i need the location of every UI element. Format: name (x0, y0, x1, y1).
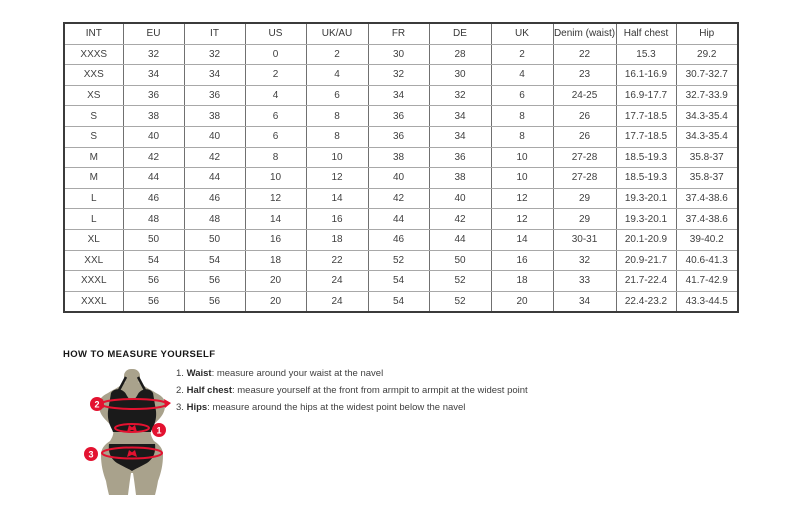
table-cell: 10 (306, 147, 368, 168)
table-cell: 16 (491, 250, 553, 271)
header-row (64, 23, 738, 44)
table-cell: 32 (123, 44, 184, 65)
table-cell: 10 (245, 168, 306, 189)
table-cell: 29 (553, 188, 616, 209)
table-cell: XS (64, 85, 123, 106)
table-cell: 14 (306, 188, 368, 209)
table-cell: 42 (429, 209, 491, 230)
table-cell: 18 (306, 229, 368, 250)
step-text: : measure yourself at the front from armpit to armpit at the widest point (231, 385, 528, 396)
table-cell: 40 (429, 188, 491, 209)
table-cell: 8 (306, 126, 368, 147)
table-cell: 36 (429, 147, 491, 168)
table-cell: 4 (306, 65, 368, 86)
table-cell: 14 (491, 229, 553, 250)
table-cell: 30-31 (553, 229, 616, 250)
table-cell: 34 (123, 65, 184, 86)
table-cell: 52 (429, 291, 491, 312)
table-cell: 38 (429, 168, 491, 189)
measure-step-waist (176, 369, 528, 379)
measure-section-heading: HOW TO MEASURE YOURSELF (63, 349, 216, 360)
measure-step-hips (176, 403, 528, 413)
table-cell: 21.7-22.4 (616, 271, 676, 292)
table-cell: 54 (123, 250, 184, 271)
table-cell: 29 (553, 209, 616, 230)
hips-marker-label: 3 (88, 449, 94, 460)
table-cell: L (64, 209, 123, 230)
table-row (64, 209, 738, 230)
table-cell: 35.8-37 (676, 147, 738, 168)
table-cell: XXXS (64, 44, 123, 65)
table-cell: 22 (553, 44, 616, 65)
measure-steps-list (176, 369, 528, 420)
table-cell: 50 (429, 250, 491, 271)
table-cell: XXL (64, 250, 123, 271)
column-header: Hip (676, 23, 738, 44)
table-cell: 42 (184, 147, 245, 168)
table-cell: 6 (306, 85, 368, 106)
table-cell: M (64, 147, 123, 168)
table-cell: 30.7-32.7 (676, 65, 738, 86)
table-cell: 6 (491, 85, 553, 106)
table-cell: 56 (184, 291, 245, 312)
table-cell: 38 (123, 106, 184, 127)
table-cell: 22.4-23.2 (616, 291, 676, 312)
table-cell: 33 (553, 271, 616, 292)
table-cell: 16.9-17.7 (616, 85, 676, 106)
table-cell: 0 (245, 44, 306, 65)
table-cell: 2 (306, 44, 368, 65)
table-cell: 40 (123, 126, 184, 147)
step-text: : measure around the hips at the widest point below the navel (207, 402, 466, 413)
table-cell: 32 (368, 65, 429, 86)
table-cell: 18.5-19.3 (616, 168, 676, 189)
table-cell: 10 (491, 168, 553, 189)
table-cell: 12 (491, 209, 553, 230)
table-cell: 34 (553, 291, 616, 312)
table-cell: S (64, 126, 123, 147)
table-cell: 12 (245, 188, 306, 209)
table-cell: 15.3 (616, 44, 676, 65)
table-cell: 30 (368, 44, 429, 65)
table-cell: 26 (553, 106, 616, 127)
table-cell: 46 (184, 188, 245, 209)
table-row (64, 65, 738, 86)
table-cell: 18 (245, 250, 306, 271)
step-number: 2. (176, 385, 184, 396)
table-cell: 35.8-37 (676, 168, 738, 189)
table-row (64, 291, 738, 312)
table-row (64, 250, 738, 271)
table-cell: 32 (184, 44, 245, 65)
table-cell: 26 (553, 126, 616, 147)
table-cell: 42 (368, 188, 429, 209)
table-cell: 46 (123, 188, 184, 209)
column-header: FR (368, 23, 429, 44)
table-cell: XXS (64, 65, 123, 86)
table-cell: 56 (123, 271, 184, 292)
table-cell: 16 (306, 209, 368, 230)
table-cell: S (64, 106, 123, 127)
table-cell: 2 (491, 44, 553, 65)
column-header: EU (123, 23, 184, 44)
table-cell: L (64, 188, 123, 209)
table-cell: 44 (368, 209, 429, 230)
table-cell: 38 (184, 106, 245, 127)
table-cell: 50 (123, 229, 184, 250)
table-cell: 27-28 (553, 147, 616, 168)
table-row (64, 106, 738, 127)
table-cell: 22 (306, 250, 368, 271)
table-row (64, 168, 738, 189)
column-header: US (245, 23, 306, 44)
table-cell: 12 (491, 188, 553, 209)
table-cell: 19.3-20.1 (616, 209, 676, 230)
step-label: Waist (186, 368, 212, 379)
table-cell: 40 (184, 126, 245, 147)
column-header: IT (184, 23, 245, 44)
table-cell: 8 (245, 147, 306, 168)
table-cell: 32 (429, 85, 491, 106)
table-cell: 20 (245, 291, 306, 312)
column-header: Half chest (616, 23, 676, 44)
column-header: DE (429, 23, 491, 44)
size-chart-table (63, 22, 739, 313)
table-cell: 12 (306, 168, 368, 189)
table-cell: 4 (491, 65, 553, 86)
table-cell: 36 (368, 126, 429, 147)
table-cell: 20 (491, 291, 553, 312)
table-row (64, 229, 738, 250)
table-cell: 48 (184, 209, 245, 230)
table-cell: 34.3-35.4 (676, 126, 738, 147)
table-cell: 16 (245, 229, 306, 250)
table-cell: 37.4-38.6 (676, 209, 738, 230)
table-cell: 42 (123, 147, 184, 168)
table-cell: 40.6-41.3 (676, 250, 738, 271)
table-cell: M (64, 168, 123, 189)
table-cell: 32.7-33.9 (676, 85, 738, 106)
table-cell: XXXL (64, 271, 123, 292)
table-row (64, 188, 738, 209)
table-cell: XXXL (64, 291, 123, 312)
table-cell: 37.4-38.6 (676, 188, 738, 209)
table-row (64, 147, 738, 168)
table-cell: 24 (306, 271, 368, 292)
table-row (64, 44, 738, 65)
step-label: Half chest (186, 385, 232, 396)
table-cell: 36 (184, 85, 245, 106)
table-cell: 54 (368, 291, 429, 312)
table-cell: 8 (491, 126, 553, 147)
half-chest-marker-label: 2 (94, 399, 100, 410)
table-cell: 30 (429, 65, 491, 86)
table-cell: 20 (245, 271, 306, 292)
table-cell: 34 (429, 106, 491, 127)
column-header: UK (491, 23, 553, 44)
table-row (64, 126, 738, 147)
measure-step-half-chest (176, 386, 528, 396)
column-header: Denim (waist) (553, 23, 616, 44)
table-cell: 50 (184, 229, 245, 250)
table-cell: 4 (245, 85, 306, 106)
step-number: 3. (176, 402, 184, 413)
table-cell: 34 (368, 85, 429, 106)
table-cell: 19.3-20.1 (616, 188, 676, 209)
table-cell: 14 (245, 209, 306, 230)
column-header: INT (64, 23, 123, 44)
table-row (64, 271, 738, 292)
table-cell: 40 (368, 168, 429, 189)
table-cell: 28 (429, 44, 491, 65)
table-cell: 10 (491, 147, 553, 168)
table-cell: 36 (368, 106, 429, 127)
table-cell: 46 (368, 229, 429, 250)
table-cell: 56 (184, 271, 245, 292)
table-cell: 44 (123, 168, 184, 189)
table-cell: 36 (123, 85, 184, 106)
table-cell: XL (64, 229, 123, 250)
table-cell: 34 (429, 126, 491, 147)
table-cell: 56 (123, 291, 184, 312)
table-cell: 24-25 (553, 85, 616, 106)
table-cell: 48 (123, 209, 184, 230)
table-cell: 44 (184, 168, 245, 189)
table-cell: 16.1-16.9 (616, 65, 676, 86)
table-cell: 34 (184, 65, 245, 86)
table-cell: 6 (245, 126, 306, 147)
table-cell: 8 (306, 106, 368, 127)
table-cell: 43.3-44.5 (676, 291, 738, 312)
waist-marker-label: 1 (156, 425, 162, 436)
table-cell: 52 (368, 250, 429, 271)
table-cell: 6 (245, 106, 306, 127)
table-cell: 18 (491, 271, 553, 292)
table-cell: 38 (368, 147, 429, 168)
step-label: Hips (186, 402, 208, 413)
table-cell: 44 (429, 229, 491, 250)
table-cell: 34.3-35.4 (676, 106, 738, 127)
table-cell: 27-28 (553, 168, 616, 189)
table-cell: 8 (491, 106, 553, 127)
table-cell: 2 (245, 65, 306, 86)
column-header: UK/AU (306, 23, 368, 44)
table-cell: 23 (553, 65, 616, 86)
table-cell: 54 (368, 271, 429, 292)
table-cell: 18.5-19.3 (616, 147, 676, 168)
table-cell: 29.2 (676, 44, 738, 65)
table-cell: 32 (553, 250, 616, 271)
table-cell: 24 (306, 291, 368, 312)
table-cell: 17.7-18.5 (616, 106, 676, 127)
step-number: 1. (176, 368, 184, 379)
table-cell: 52 (429, 271, 491, 292)
table-cell: 20.9-21.7 (616, 250, 676, 271)
table-cell: 39-40.2 (676, 229, 738, 250)
table-cell: 20.1-20.9 (616, 229, 676, 250)
table-row (64, 85, 738, 106)
table-cell: 41.7-42.9 (676, 271, 738, 292)
table-cell: 54 (184, 250, 245, 271)
table-cell: 17.7-18.5 (616, 126, 676, 147)
step-text: : measure around your waist at the navel (211, 368, 384, 379)
